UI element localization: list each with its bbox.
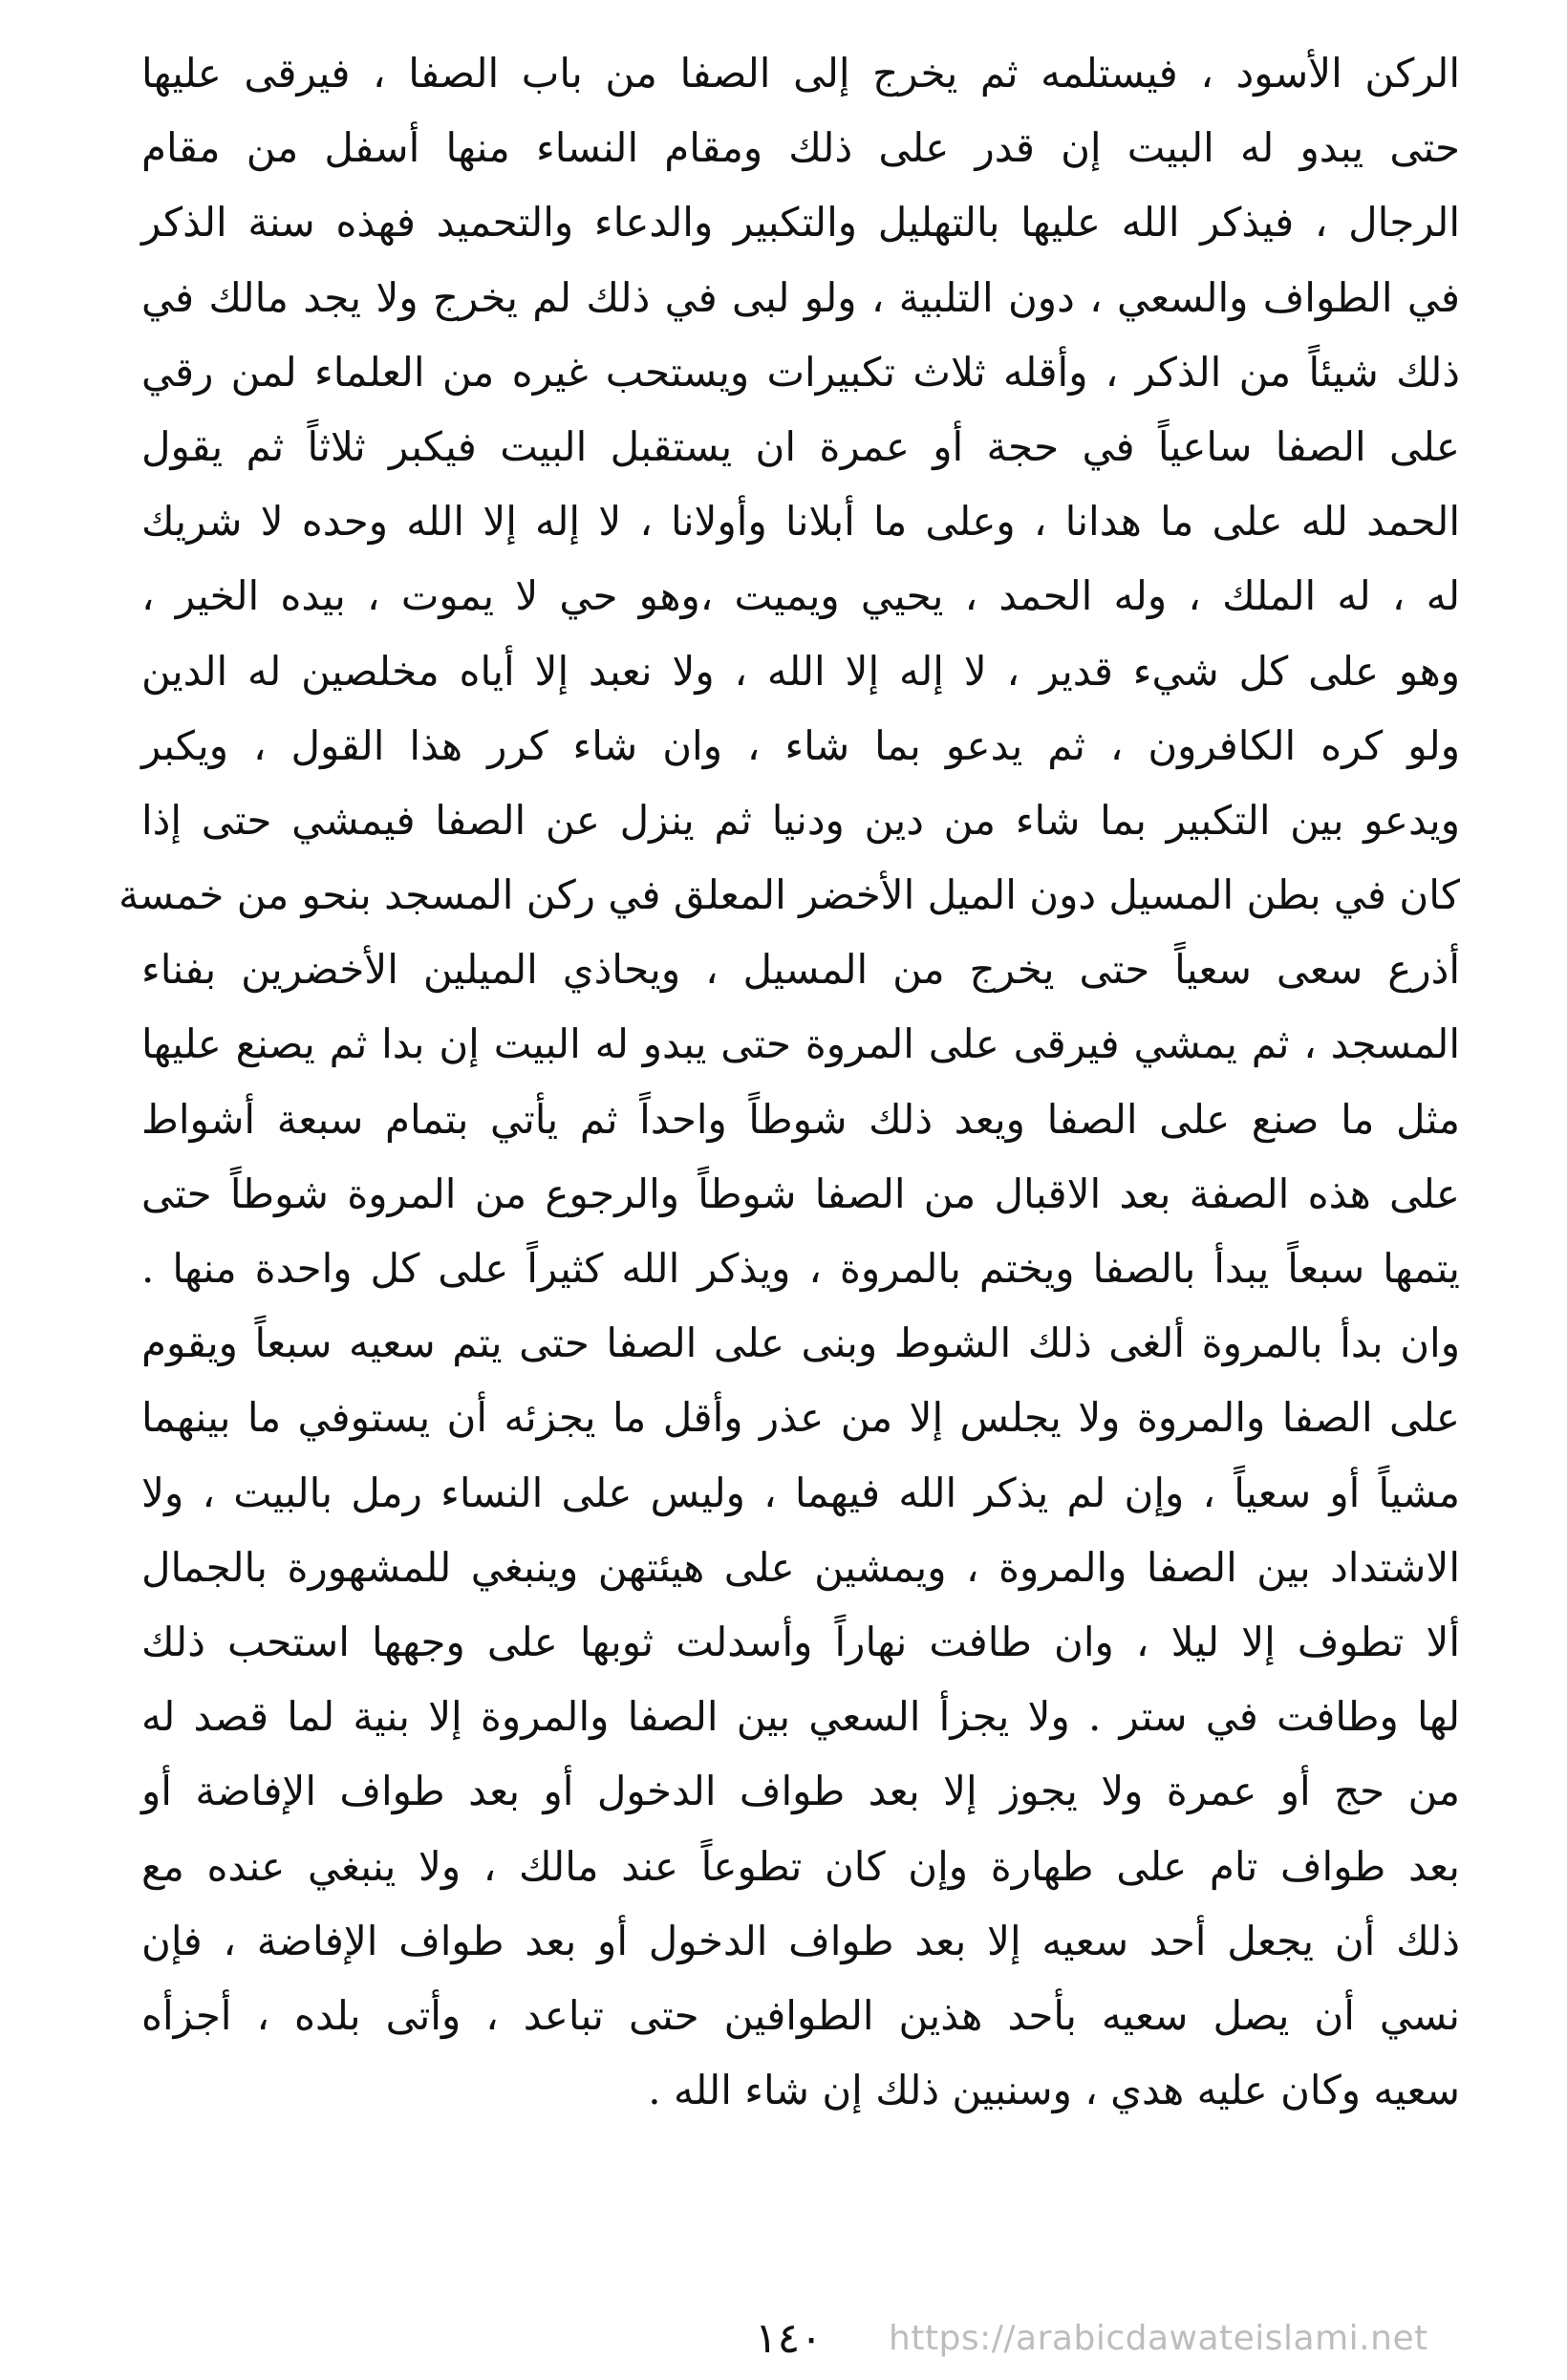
text-line: الركن الأسود ، فيستلمه ثم يخرج إلى الصفا من باب الصفا ، فيرقى عليها: [141, 50, 1460, 96]
text-line: ويدعو بين التكبير بما شاء من دين ودنيا ثم ينزل عن الصفا فيمشي حتى إذا: [141, 796, 1460, 844]
text-line: ذلك أن يجعل أحد سعيه إلا بعد طواف الدخول أو بعد طواف الإفاضة ، فإن: [141, 1917, 1460, 1964]
text-line: ولو كره الكافرون ، ثم يدعو بما شاء ، وان شاء كرر هذا القول ، ويكبر: [141, 721, 1460, 769]
text-line: على الصفا والمروة ولا يجلس إلا من عذر وأقل ما يجزئه أن يستوفي ما بينهما: [141, 1394, 1460, 1442]
text-line: يتمها سبعاً يبدأ بالصفا ويختم بالمروة ، ويذكر الله كثيراً على كل واحدة منها .: [141, 1245, 1460, 1292]
text-line: في الطواف والسعي ، دون التلبية ، ولو لبى في ذلك لم يخرج ولا يجد مالك في: [141, 273, 1460, 321]
text-line: مشياً أو سعياً ، وإن لم يذكر الله فيهما ، وليس على النساء رمل بالبيت ، ولا: [141, 1469, 1460, 1516]
text-line: سعيه وكان عليه هدي ، وسنبين ذلك إن شاء الله .: [648, 2067, 1460, 2114]
text-line: نسي أن يصل سعيه بأحد هذين الطوافين حتى تباعد ، وأتى بلده ، أجزأه: [141, 1991, 1460, 2039]
text-line: الاشتداد بين الصفا والمروة ، ويمشين على هيئتهن وينبغي للمشهورة بالجمال: [141, 1543, 1460, 1591]
text-line: له ، له الملك ، وله الحمد ، يحيي ويميت ،وهو حي لا يموت ، بيده الخير ،: [141, 572, 1460, 620]
text-line: وهو على كل شيء قدير ، لا إله إلا الله ، ولا نعبد إلا أياه مخلصين له الدين: [141, 647, 1460, 695]
body-text: [118, 36, 1460, 2128]
text-line: مثل ما صنع على الصفا ويعد ذلك شوطاً واحداً ثم يأتي بتمام سبعة أشواط: [141, 1095, 1460, 1143]
page-number: ١٤٠: [755, 2314, 823, 2363]
text-line: الحمد لله على ما هدانا ، وعلى ما أبلانا وأولانا ، لا إله إلا الله وحده لا شريك: [141, 498, 1460, 546]
text-line: وان بدأ بالمروة ألغى ذلك الشوط وبنى على الصفا حتى يتم سعيه سبعاً ويقوم: [141, 1319, 1460, 1367]
text-line: ذلك شيئاً من الذكر ، وأقله ثلاث تكبيرات ويستحب غيره من العلماء لمن رقي: [141, 348, 1460, 396]
text-line: حتى يبدو له البيت إن قدر على ذلك ومقام النساء منها أسفل من مقام: [141, 124, 1460, 172]
watermark-url: https://arabicdawateislami.net: [889, 2319, 1428, 2358]
text-line: لها وطافت في ستر . ولا يجزأ السعي بين الصفا والمروة إلا بنية لما قصد له: [141, 1693, 1460, 1741]
text-line: كان في بطن المسيل دون الميل الأخضر المعلق في ركن المسجد بنحو من خمسة: [118, 871, 1460, 919]
text-line: من حج أو عمرة ولا يجوز إلا بعد طواف الدخول أو بعد طواف الإفاضة أو: [141, 1768, 1460, 1815]
text-line: على هذه الصفة بعد الاقبال من الصفا شوطاً والرجوع من المروة شوطاً حتى: [141, 1169, 1460, 1217]
text-line: المسجد ، ثم يمشي فيرقى على المروة حتى يبدو له البيت إن بدا ثم يصنع عليها: [141, 1020, 1460, 1068]
text-line: ألا تطوف إلا ليلا ، وان طافت نهاراً وأسدلت ثوبها على وجهها استحب ذلك: [141, 1618, 1460, 1665]
text-line: الرجال ، فيذكر الله عليها بالتهليل والتكبير والدعاء والتحميد فهذه سنة الذكر: [141, 199, 1460, 247]
text-line: أذرع سعى سعياً حتى يخرج من المسيل ، ويحاذي الميلين الأخضرين بفناء: [141, 946, 1460, 994]
page-footer: [0, 2310, 1567, 2368]
text-line: على الصفا ساعياً في حجة أو عمرة ان يستقبل البيت فيكبر ثلاثاً ثم يقول: [141, 422, 1460, 470]
text-line: بعد طواف تام على طهارة وإن كان تطوعاً عند مالك ، ولا ينبغي عنده مع: [141, 1842, 1460, 1890]
